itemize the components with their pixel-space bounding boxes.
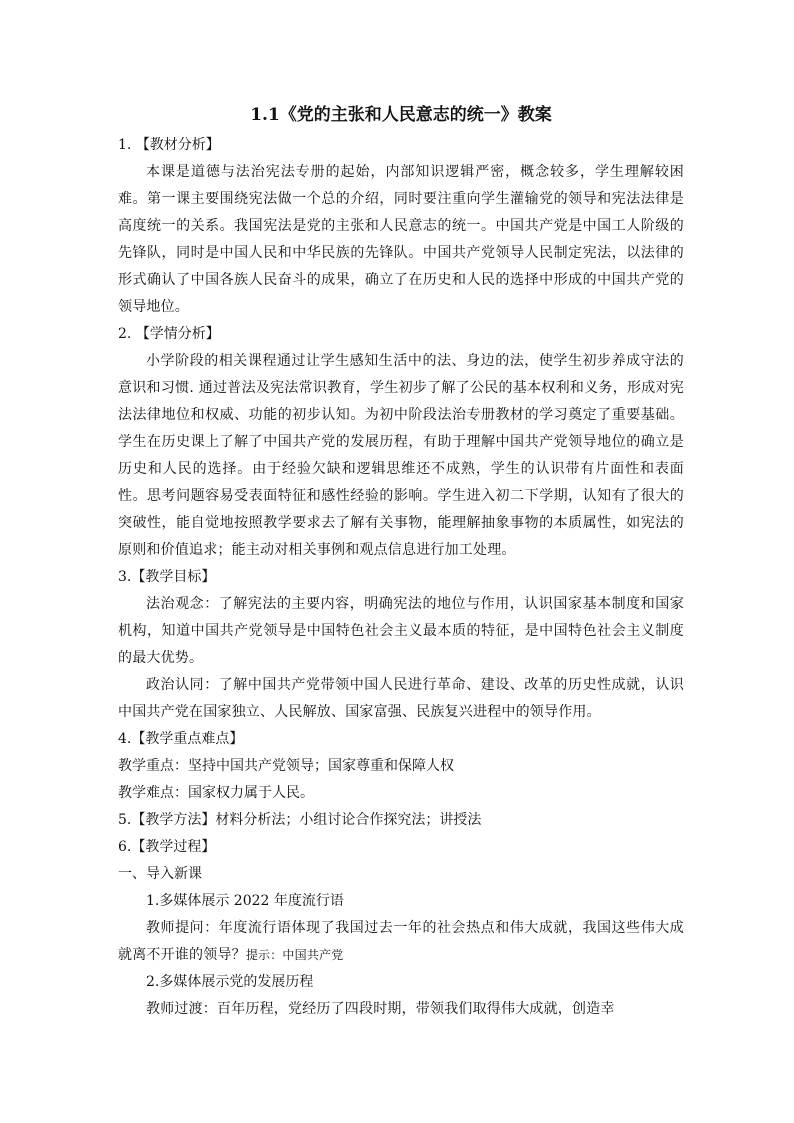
section-heading-student-analysis: 2. 【学情分析】	[118, 326, 220, 342]
document-title: 1.1《党的主张和人民意志的统一》教案	[250, 105, 552, 125]
paragraph-rule-of-law: 法治观念：了解宪法的主要内容，明确宪法的地位与作用，认识国家基本制度和国家机构，知道中国共产党领导是中国特色社会主义最本质的特征，是中国特色社会主义制度的最大优势。	[118, 596, 684, 666]
paragraph-textbook-analysis: 本课是道德与法治宪法专册的起始，内部知识逻辑严密，概念较多，学生理解较困难。第一课主要围绕宪法做一个总的介绍，同时要注重向学生灌输党的领导和宪法法律是高度统一的关系。我国宪法是党的主张和人民意志的统一。中国共产党是中国工人阶级的先锋队，同时是中国人民和中华民族的先锋队。中国共产党领导人民制定宪法，以法律的形式确认了中国各族人民奋斗的成果，确立了在历史和人民的选择中形成的中国共产党的领导地位。	[118, 164, 684, 315]
section-heading-key-points: 4.【教学重点难点】	[118, 731, 244, 747]
difficult-point-line: 教学难点：国家权力属于人民。	[118, 785, 314, 801]
section-heading-textbook-analysis: 1. 【教材分析】	[118, 137, 220, 153]
key-point-line: 教学重点：坚持中国共产党领导；国家尊重和保障人权	[118, 758, 454, 774]
section-heading-teaching-goals: 3.【教学目标】	[118, 569, 216, 585]
part-heading-introduction: 一、导入新课	[118, 866, 202, 882]
section-heading-teaching-methods: 5.【教学方法】材料分析法；小组讨论合作探究法；讲授法	[118, 812, 482, 828]
paragraph-student-analysis: 小学阶段的相关课程通过让学生感知生活中的法、身边的法，使学生初步养成守法的意识和习惯. 通过普法及宪法常识教育，学生初步了解了公民的基本权利和义务，形成对宪法法律地位和权威、功能的初步认知。为初中阶段法治专册教材的学习奠定了重要基础。学生在历史课上了解了中国共产党的发展历程，有助于理解中国共产党领导地位的确立是历史和人民的选择。由于经验欠缺和逻辑思维还不成熟，学生的认识带有片面性和表面性。思考问题容易受表面特征和感性经验的影响。学生进入初二下学期，认知有了很大的突破性，能自觉地按照教学要求去了解有关事物，能理解抽象事物的本质属性，如宪法的原则和价值追求；能主动对相关事例和观点信息进行加工处理。	[118, 353, 684, 558]
section-heading-teaching-process: 6.【教学过程】	[118, 839, 216, 855]
step-multimedia-buzzwords: 1.多媒体展示 2022 年度流行语	[146, 893, 344, 909]
paragraph-political-identity: 政治认同：了解中国共产党带领中国人民进行革命、建设、改革的历史性成就，认识中国共产党在国家独立、人民解放、国家富强、民族复兴进程中的领导作用。	[118, 677, 684, 720]
paragraph-teacher-transition: 教师过渡：百年历程，党经历了四段时期，带领我们取得伟大成就，创造幸	[146, 1001, 615, 1017]
document-page	[118, 100, 684, 1023]
teacher-question-text: 教师提问：年度流行语体现了我国过去一年的社会热点和伟大成就，我国这些伟大成就离不开谁的领导？	[118, 920, 684, 963]
paragraph-teacher-question	[118, 915, 684, 969]
step-party-history: 2.多媒体展示党的发展历程	[146, 974, 314, 990]
hint-text: 提示：中国共产党	[245, 948, 344, 962]
